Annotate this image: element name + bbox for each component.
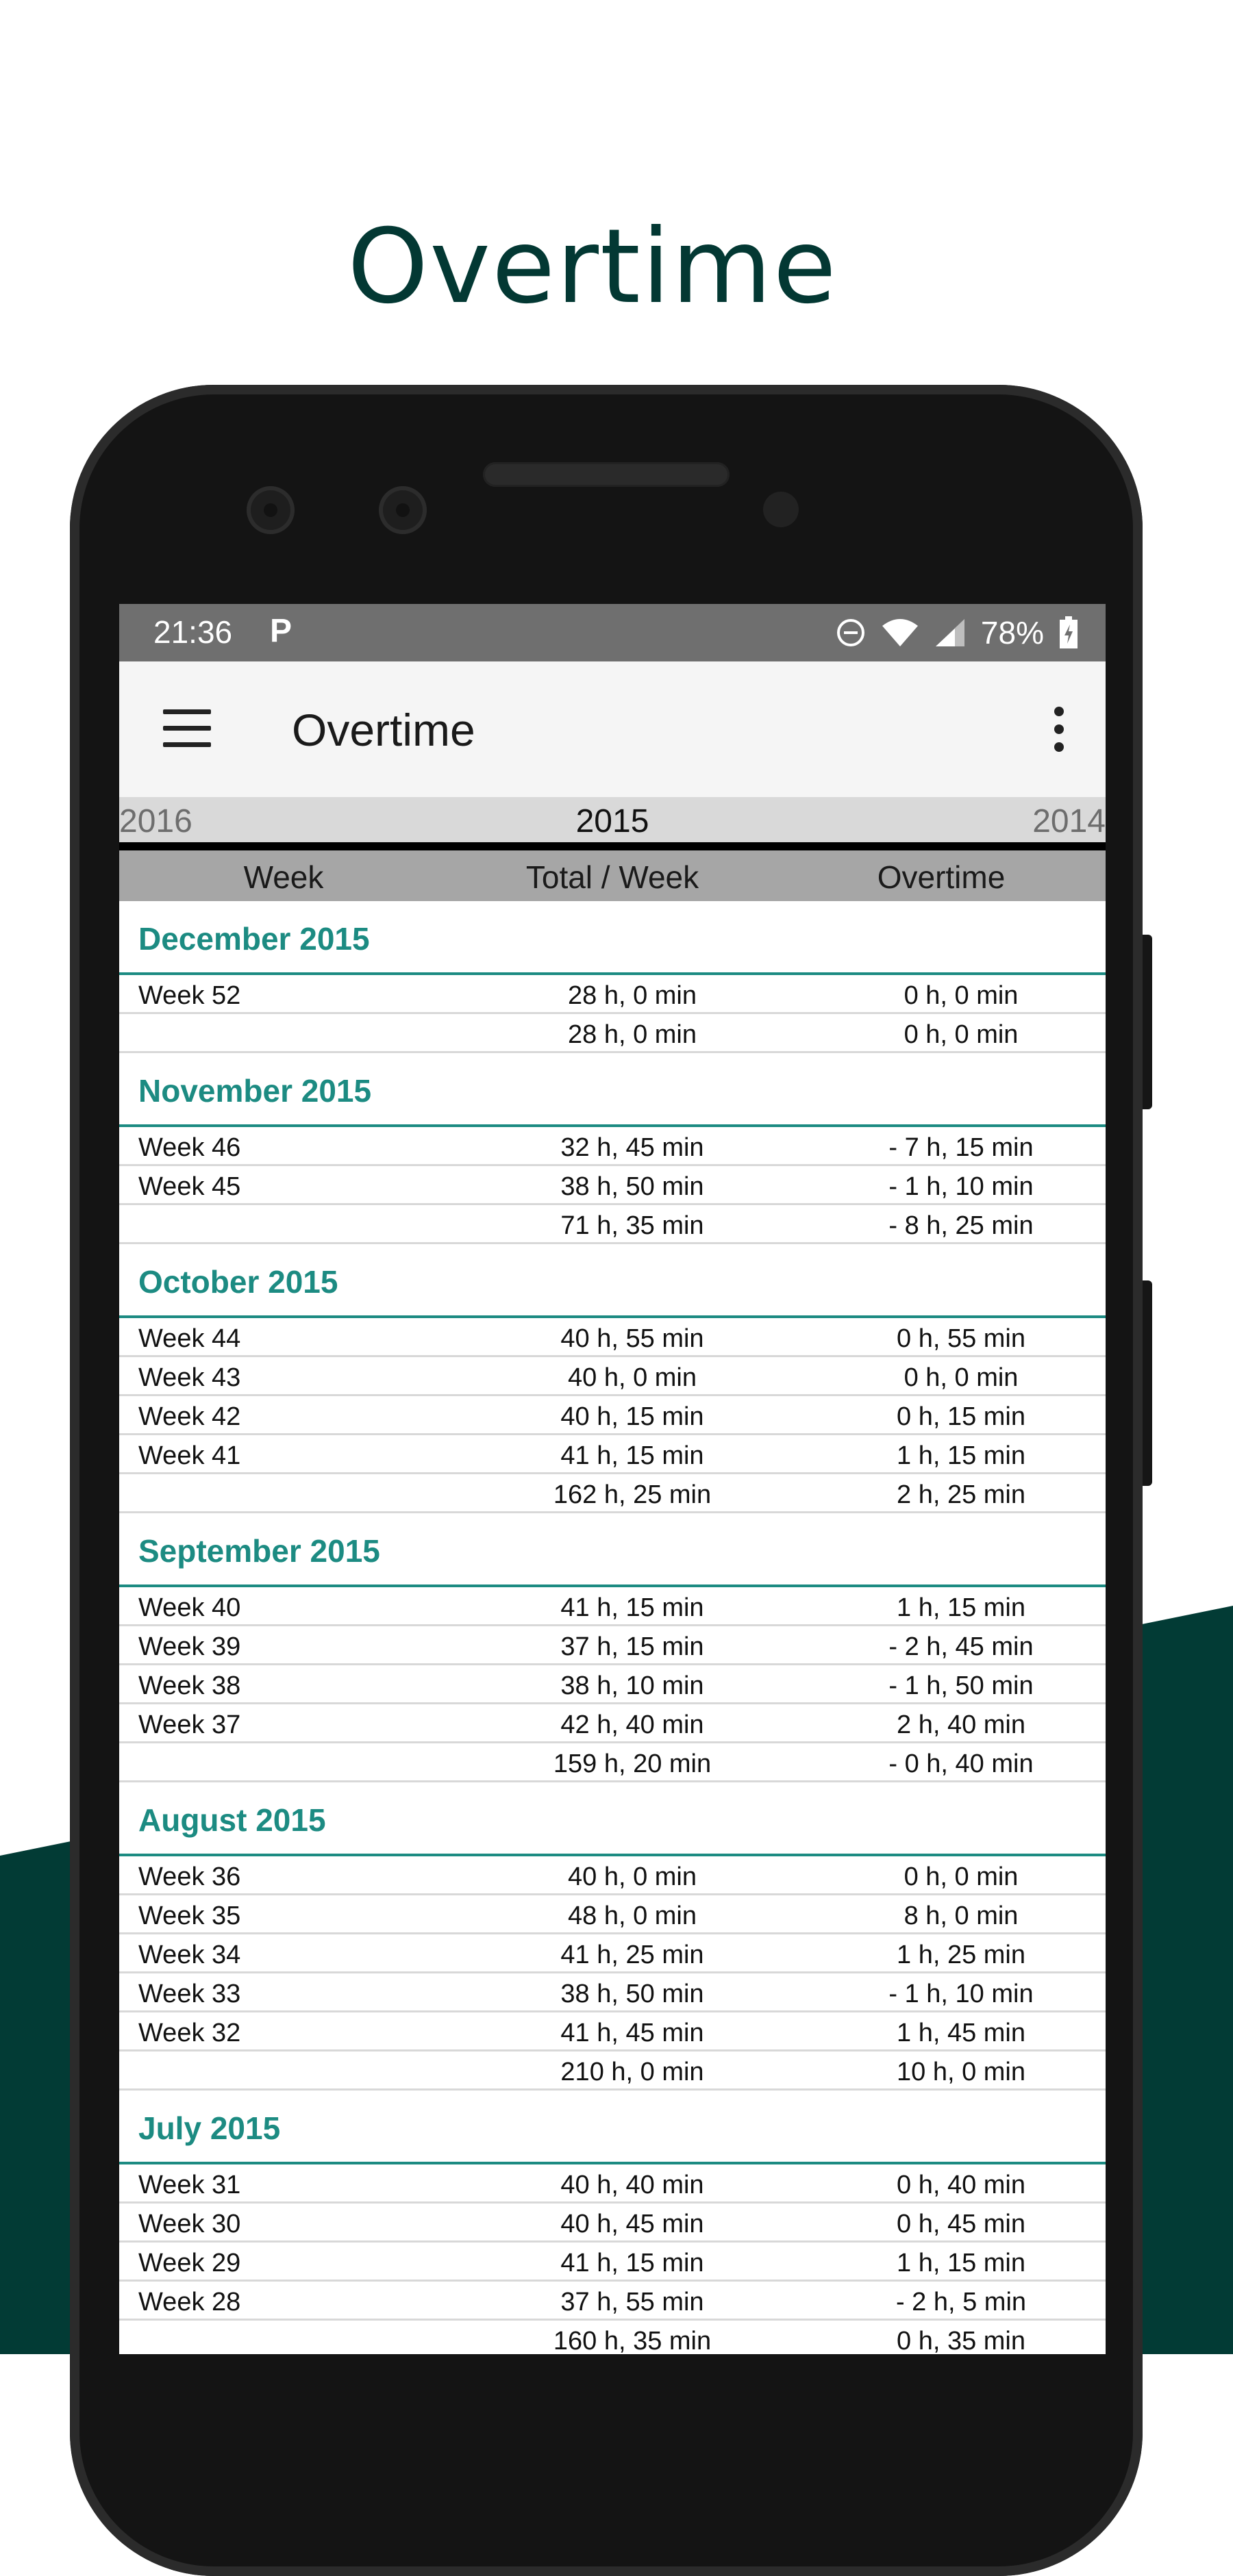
total-value: 160 h, 35 min — [553, 2327, 712, 2354]
total-value: 41 h, 45 min — [560, 2019, 704, 2047]
month-total-row[interactable] — [119, 2321, 1106, 2354]
week-label: Week 42 — [138, 1402, 241, 1431]
week-row[interactable] — [119, 1357, 1106, 1396]
total-value: 28 h, 0 min — [568, 981, 697, 1010]
week-label: Week 45 — [138, 1172, 241, 1201]
overtime-value: - 1 h, 50 min — [888, 1671, 1034, 1700]
total-value: 32 h, 45 min — [560, 1133, 704, 1162]
total-value: 37 h, 15 min — [560, 1632, 704, 1661]
battery-percent: 78% — [980, 615, 1044, 651]
overtime-value: - 7 h, 15 min — [888, 1133, 1034, 1162]
week-row[interactable] — [119, 1587, 1106, 1626]
month-section — [119, 1782, 1106, 2091]
app-toolbar — [119, 661, 1106, 797]
overtime-value: 0 h, 0 min — [904, 981, 1019, 1010]
col-total-header: Total / Week — [525, 859, 699, 895]
week-row[interactable] — [119, 975, 1106, 1014]
status-icons — [836, 611, 1078, 655]
week-label: Week 41 — [138, 1441, 241, 1470]
week-label: Week 33 — [138, 1980, 241, 2008]
overtime-value: 1 h, 45 min — [897, 2019, 1025, 2047]
month-section — [119, 1053, 1106, 1244]
total-value: 48 h, 0 min — [568, 1902, 697, 1930]
week-label: Week 39 — [138, 1632, 241, 1661]
month-total-row[interactable] — [119, 1205, 1106, 1244]
toolbar-title: Overtime — [292, 705, 475, 755]
total-value: 41 h, 15 min — [560, 1441, 704, 1470]
overtime-value: - 1 h, 10 min — [888, 1980, 1034, 2008]
overtime-value: 2 h, 40 min — [897, 1710, 1025, 1739]
month-section — [119, 2091, 1106, 2354]
week-label: Week 37 — [138, 1710, 241, 1739]
month-title: September 2015 — [119, 1513, 1106, 1587]
overtime-value: 0 h, 0 min — [904, 1020, 1019, 1049]
col-week-header: Week — [243, 859, 324, 895]
week-label: Week 46 — [138, 1133, 241, 1162]
week-row[interactable] — [119, 2282, 1106, 2321]
parking-icon: P — [270, 613, 292, 649]
overtime-value: - 2 h, 5 min — [895, 2288, 1027, 2316]
week-label: Week 34 — [138, 1941, 241, 1969]
app-screen — [119, 604, 1106, 2354]
table-header — [119, 850, 1106, 901]
week-label: Week 28 — [138, 2288, 241, 2316]
month-total-row[interactable] — [119, 2051, 1106, 2091]
front-camera-left — [247, 486, 295, 534]
overtime-value: 0 h, 55 min — [897, 1324, 1025, 1353]
total-value: 40 h, 55 min — [560, 1324, 704, 1353]
month-title: July 2015 — [119, 2091, 1106, 2164]
status-time: 21:36 — [153, 614, 233, 650]
overtime-value: - 1 h, 10 min — [888, 1172, 1034, 1201]
week-label: Week 44 — [138, 1324, 241, 1353]
overtime-value: - 8 h, 25 min — [888, 1211, 1034, 1240]
total-value: 40 h, 40 min — [560, 2171, 704, 2199]
total-value: 37 h, 55 min — [560, 2288, 704, 2316]
overtime-value: 1 h, 25 min — [897, 1941, 1025, 1969]
overtime-value: 0 h, 45 min — [897, 2210, 1025, 2238]
overtime-value: 1 h, 15 min — [897, 2249, 1025, 2277]
week-row[interactable] — [119, 1704, 1106, 1743]
week-label: Week 29 — [138, 2249, 241, 2277]
month-total-row[interactable] — [119, 1014, 1106, 1053]
total-value: 38 h, 50 min — [560, 1172, 704, 1201]
do-not-disturb-icon — [836, 618, 866, 648]
week-label: Week 40 — [138, 1593, 241, 1622]
week-label: Week 35 — [138, 1902, 241, 1930]
week-row[interactable] — [119, 2164, 1106, 2204]
week-label: Week 31 — [138, 2171, 241, 2199]
total-value: 162 h, 25 min — [553, 1480, 712, 1509]
year-current: 2015 — [575, 803, 649, 839]
week-row[interactable] — [119, 1435, 1106, 1474]
week-row[interactable] — [119, 2012, 1106, 2051]
total-value: 41 h, 15 min — [560, 1593, 704, 1622]
month-title: August 2015 — [119, 1782, 1106, 1856]
overtime-value: 1 h, 15 min — [897, 1441, 1025, 1470]
overtime-value: 0 h, 0 min — [904, 1862, 1019, 1891]
week-row[interactable] — [119, 1166, 1106, 1205]
week-row[interactable] — [119, 1396, 1106, 1435]
week-label: Week 43 — [138, 1363, 241, 1392]
wifi-icon — [881, 618, 919, 648]
month-section — [119, 901, 1106, 1053]
month-title: October 2015 — [119, 1244, 1106, 1318]
week-row[interactable] — [119, 1665, 1106, 1704]
month-list[interactable] — [119, 901, 1106, 2354]
promo-title: Overtime — [347, 207, 838, 327]
week-row[interactable] — [119, 1318, 1106, 1357]
col-overtime-header: Overtime — [877, 859, 1006, 895]
front-camera-right — [379, 486, 427, 534]
overtime-value: 0 h, 40 min — [897, 2171, 1025, 2199]
more-options-icon[interactable] — [1052, 707, 1066, 755]
week-label: Week 30 — [138, 2210, 241, 2238]
total-value: 41 h, 15 min — [560, 2249, 704, 2277]
month-title: November 2015 — [119, 1053, 1106, 1127]
overtime-value: 1 h, 15 min — [897, 1593, 1025, 1622]
month-total-row[interactable] — [119, 1474, 1106, 1513]
week-row[interactable] — [119, 1895, 1106, 1934]
year-prev-tab[interactable]: 2016 — [119, 803, 192, 839]
overtime-value: 0 h, 0 min — [904, 1363, 1019, 1392]
overtime-value: - 2 h, 45 min — [888, 1632, 1034, 1661]
week-row[interactable] — [119, 2204, 1106, 2243]
total-value: 41 h, 25 min — [560, 1941, 704, 1969]
month-total-row[interactable] — [119, 1743, 1106, 1782]
overtime-value: - 0 h, 40 min — [888, 1750, 1034, 1778]
overtime-value: 0 h, 15 min — [897, 1402, 1025, 1431]
earpiece-speaker — [483, 462, 730, 487]
total-value: 159 h, 20 min — [553, 1750, 712, 1778]
total-value: 42 h, 40 min — [560, 1710, 704, 1739]
total-value: 28 h, 0 min — [568, 1020, 697, 1049]
month-section — [119, 1244, 1106, 1513]
overtime-value: 0 h, 35 min — [897, 2327, 1025, 2354]
overtime-value: 2 h, 25 min — [897, 1480, 1025, 1509]
total-value: 38 h, 10 min — [560, 1671, 704, 1700]
week-row[interactable] — [119, 1856, 1106, 1895]
total-value: 71 h, 35 min — [560, 1211, 704, 1240]
week-row[interactable] — [119, 1934, 1106, 1973]
week-label: Week 52 — [138, 981, 241, 1010]
total-value: 210 h, 0 min — [560, 2058, 704, 2086]
battery-charging-icon — [1059, 616, 1078, 649]
cell-signal-icon — [934, 618, 966, 648]
week-label: Week 36 — [138, 1862, 241, 1891]
week-row[interactable] — [119, 2243, 1106, 2282]
total-value: 40 h, 15 min — [560, 1402, 704, 1431]
status-bar — [119, 604, 1106, 661]
week-label: Week 32 — [138, 2019, 241, 2047]
menu-icon[interactable] — [163, 709, 211, 748]
overtime-value: 8 h, 0 min — [904, 1902, 1019, 1930]
week-label: Week 38 — [138, 1671, 241, 1700]
overtime-value: 10 h, 0 min — [897, 2058, 1025, 2086]
month-title: December 2015 — [119, 901, 1106, 975]
total-value: 40 h, 45 min — [560, 2210, 704, 2238]
total-value: 40 h, 0 min — [568, 1363, 697, 1392]
total-value: 38 h, 50 min — [560, 1980, 704, 2008]
week-row[interactable] — [119, 1973, 1106, 2012]
year-next-tab[interactable]: 2014 — [1032, 803, 1106, 839]
month-section — [119, 1513, 1106, 1782]
week-row[interactable] — [119, 1626, 1106, 1665]
year-indicator — [119, 842, 1106, 850]
week-row[interactable] — [119, 1127, 1106, 1166]
year-selector — [119, 797, 1106, 842]
total-value: 40 h, 0 min — [568, 1862, 697, 1891]
proximity-sensor — [763, 492, 799, 527]
